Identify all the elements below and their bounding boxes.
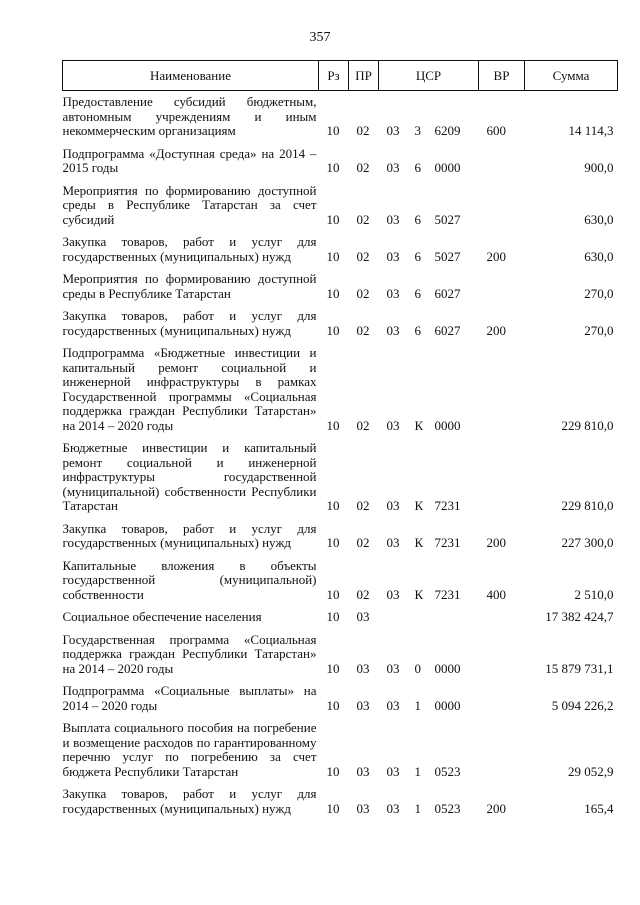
cell-name: Государственная программа «Социальная поддержка граждан Республики Татарстан» на 2014 – 2020 годы [62, 631, 317, 676]
header-sum: Сумма [525, 61, 618, 91]
cell-csr-1: 03 [386, 417, 400, 433]
table-row [63, 783, 618, 820]
cell-vr [479, 268, 525, 305]
table-row [63, 180, 618, 232]
cell-name: Выплата социального пособия на погребение и возмещение расходов по гарантированному перечню услуг по погребению за счет бюджета Республики Татарстан [62, 720, 317, 779]
cell-pr: 02 [356, 211, 370, 227]
cell-name: Капитальные вложения в объекты государственной (муниципальной) собственности [62, 557, 317, 602]
cell-pr: 02 [356, 417, 370, 433]
cell-rz: 10 [326, 417, 340, 433]
cell-rz: 10 [326, 123, 340, 138]
cell-csr-3: 7231 [434, 498, 461, 513]
cell-name: Подпрограмма «Бюджетные инвестиции и капитальный ремонт социальной и инженерной инфраструктуры в рамках Государственной программы «Социальная поддержка граждан Республики Татарстан» на 2014 – 2020 годы [62, 345, 317, 433]
cell-csr-1: 03 [386, 123, 400, 138]
cell-vr [479, 437, 525, 518]
cell-csr-1 [379, 606, 409, 629]
cell-rz: 10 [326, 763, 340, 779]
cell-csr-1: 03 [386, 697, 400, 713]
cell-csr-3: 5027 [434, 211, 461, 227]
table-row [63, 555, 618, 607]
cell-vr: 200 [486, 248, 506, 264]
cell-csr-2: К [414, 417, 424, 433]
page-number: 357 [309, 30, 331, 45]
cell-sum: 165,4 [584, 800, 614, 816]
cell-pr: 02 [356, 498, 370, 513]
cell-vr [479, 629, 525, 681]
cell-csr-1: 03 [386, 586, 400, 602]
budget-table [62, 60, 618, 820]
cell-csr-2: 6 [414, 211, 421, 227]
table-row [63, 91, 618, 143]
table-row [63, 143, 618, 180]
cell-csr-3: 0523 [434, 800, 461, 816]
cell-name: Мероприятия по формированию доступной среды в Республике Татарстан за счет субсидий [62, 182, 317, 227]
table-row [63, 305, 618, 342]
cell-name: Предоставление субсидий бюджетным, автономным учреждениям и иным некоммерческим организациям [62, 94, 317, 138]
cell-sum: 229 810,0 [561, 417, 614, 433]
cell-csr-3: 7231 [434, 535, 461, 550]
cell-rz: 10 [326, 160, 340, 175]
cell-csr-3: 0000 [434, 160, 461, 175]
cell-vr: 400 [486, 586, 506, 602]
cell-sum: 630,0 [584, 248, 614, 264]
cell-vr: 600 [486, 123, 506, 138]
cell-csr-1: 03 [386, 160, 400, 175]
cell-vr: 200 [486, 322, 506, 338]
cell-csr-1: 03 [386, 763, 400, 779]
cell-sum: 630,0 [584, 211, 614, 227]
cell-csr-3 [431, 606, 479, 629]
cell-csr-2: 1 [414, 697, 421, 713]
cell-sum: 900,0 [584, 160, 614, 175]
cell-name: Мероприятия по формированию доступной среды в Республике Татарстан [62, 271, 317, 301]
cell-pr: 03 [356, 660, 370, 676]
cell-csr-3: 0000 [434, 660, 461, 676]
cell-rz: 10 [326, 535, 340, 550]
cell-csr-1: 03 [386, 535, 400, 550]
cell-sum: 2 510,0 [574, 586, 614, 602]
cell-rz: 10 [326, 211, 340, 227]
cell-csr-2: 1 [414, 763, 421, 779]
cell-csr-1: 03 [386, 322, 400, 338]
cell-sum: 29 052,9 [568, 763, 614, 779]
header-name: Наименование [63, 61, 319, 91]
cell-sum: 270,0 [584, 285, 614, 301]
table-row [63, 231, 618, 268]
header-csr: ЦСР [379, 61, 479, 91]
table-body [63, 91, 618, 821]
cell-pr: 02 [356, 586, 370, 602]
cell-vr: 200 [486, 800, 506, 816]
cell-pr: 02 [356, 248, 370, 264]
cell-csr-2: 6 [414, 285, 421, 301]
cell-rz: 10 [326, 800, 340, 816]
cell-sum: 270,0 [584, 322, 614, 338]
cell-csr-1: 03 [386, 211, 400, 227]
cell-csr-2: 0 [414, 660, 421, 676]
cell-csr-3: 0523 [434, 763, 461, 779]
cell-sum: 14 114,3 [568, 123, 614, 138]
cell-csr-1: 03 [386, 285, 400, 301]
cell-pr: 02 [356, 285, 370, 301]
cell-name: Подпрограмма «Социальные выплаты» на 2014 – 2020 годы [62, 683, 317, 713]
cell-pr: 02 [356, 322, 370, 338]
cell-pr: 03 [356, 609, 370, 624]
cell-csr-3: 0000 [434, 417, 461, 433]
table-row [63, 606, 618, 629]
cell-name: Закупка товаров, работ и услуг для государственных (муниципальных) нужд [62, 234, 317, 264]
cell-csr-2: К [414, 586, 424, 602]
cell-vr [479, 342, 525, 437]
cell-vr [479, 143, 525, 180]
table-row [63, 680, 618, 717]
cell-sum: 15 879 731,1 [545, 660, 614, 676]
cell-pr: 03 [356, 763, 370, 779]
header-rz: Рз [319, 61, 349, 91]
table-row [63, 717, 618, 783]
cell-name: Бюджетные инвестиции и капитальный ремонт социальной и инженерной инфраструктуры государственной (муниципальной) собственности Республики Татарстан [62, 440, 317, 513]
table-header [63, 61, 618, 91]
cell-vr [479, 180, 525, 232]
cell-rz: 10 [326, 660, 340, 676]
cell-name: Подпрограмма «Доступная среда» на 2014 – 2015 годы [62, 145, 317, 175]
cell-sum: 5 094 226,2 [551, 697, 614, 713]
cell-vr [479, 606, 525, 629]
cell-csr-2: 3 [414, 123, 421, 138]
cell-csr-3: 6027 [434, 285, 461, 301]
cell-rz: 10 [326, 586, 340, 602]
cell-name: Закупка товаров, работ и услуг для государственных (муниципальных) нужд [62, 786, 317, 816]
cell-csr-2: 6 [414, 322, 421, 338]
cell-csr-2: 6 [414, 248, 421, 264]
cell-rz: 10 [326, 609, 340, 624]
cell-vr [479, 680, 525, 717]
cell-pr: 03 [356, 697, 370, 713]
table-row [63, 629, 618, 681]
cell-csr-2: 6 [414, 160, 421, 175]
cell-rz: 10 [326, 697, 340, 713]
cell-csr-3: 0000 [434, 697, 461, 713]
cell-rz: 10 [326, 285, 340, 301]
cell-vr: 200 [486, 535, 506, 550]
table-row [63, 268, 618, 305]
cell-csr-2: К [414, 498, 424, 513]
header-vr: ВР [479, 61, 525, 91]
cell-csr-1: 03 [386, 800, 400, 816]
cell-rz: 10 [326, 498, 340, 513]
cell-csr-1: 03 [386, 248, 400, 264]
cell-rz: 10 [326, 248, 340, 264]
cell-csr-3: 6209 [434, 123, 461, 138]
cell-csr-3: 6027 [434, 322, 461, 338]
cell-pr: 02 [356, 160, 370, 175]
cell-name: Закупка товаров, работ и услуг для государственных (муниципальных) нужд [62, 520, 317, 550]
cell-csr-3: 5027 [434, 248, 461, 264]
cell-csr-2 [409, 606, 431, 629]
cell-sum: 229 810,0 [561, 498, 614, 513]
cell-pr: 02 [356, 535, 370, 550]
table-row [63, 437, 618, 518]
table-row [63, 342, 618, 437]
cell-name: Социальное обеспечение населения [62, 609, 262, 624]
cell-name: Закупка товаров, работ и услуг для государственных (муниципальных) нужд [62, 308, 317, 338]
header-pr: ПР [349, 61, 379, 91]
cell-csr-2: К [414, 535, 424, 550]
cell-vr [479, 717, 525, 783]
cell-sum: 17 382 424,7 [545, 609, 614, 624]
cell-csr-1: 03 [386, 660, 400, 676]
cell-csr-3: 7231 [434, 586, 461, 602]
cell-csr-2: 1 [414, 800, 421, 816]
cell-csr-1: 03 [386, 498, 400, 513]
cell-rz: 10 [326, 322, 340, 338]
cell-pr: 03 [356, 800, 370, 816]
cell-pr: 02 [356, 123, 370, 138]
table-row [63, 518, 618, 555]
cell-sum: 227 300,0 [561, 535, 614, 550]
